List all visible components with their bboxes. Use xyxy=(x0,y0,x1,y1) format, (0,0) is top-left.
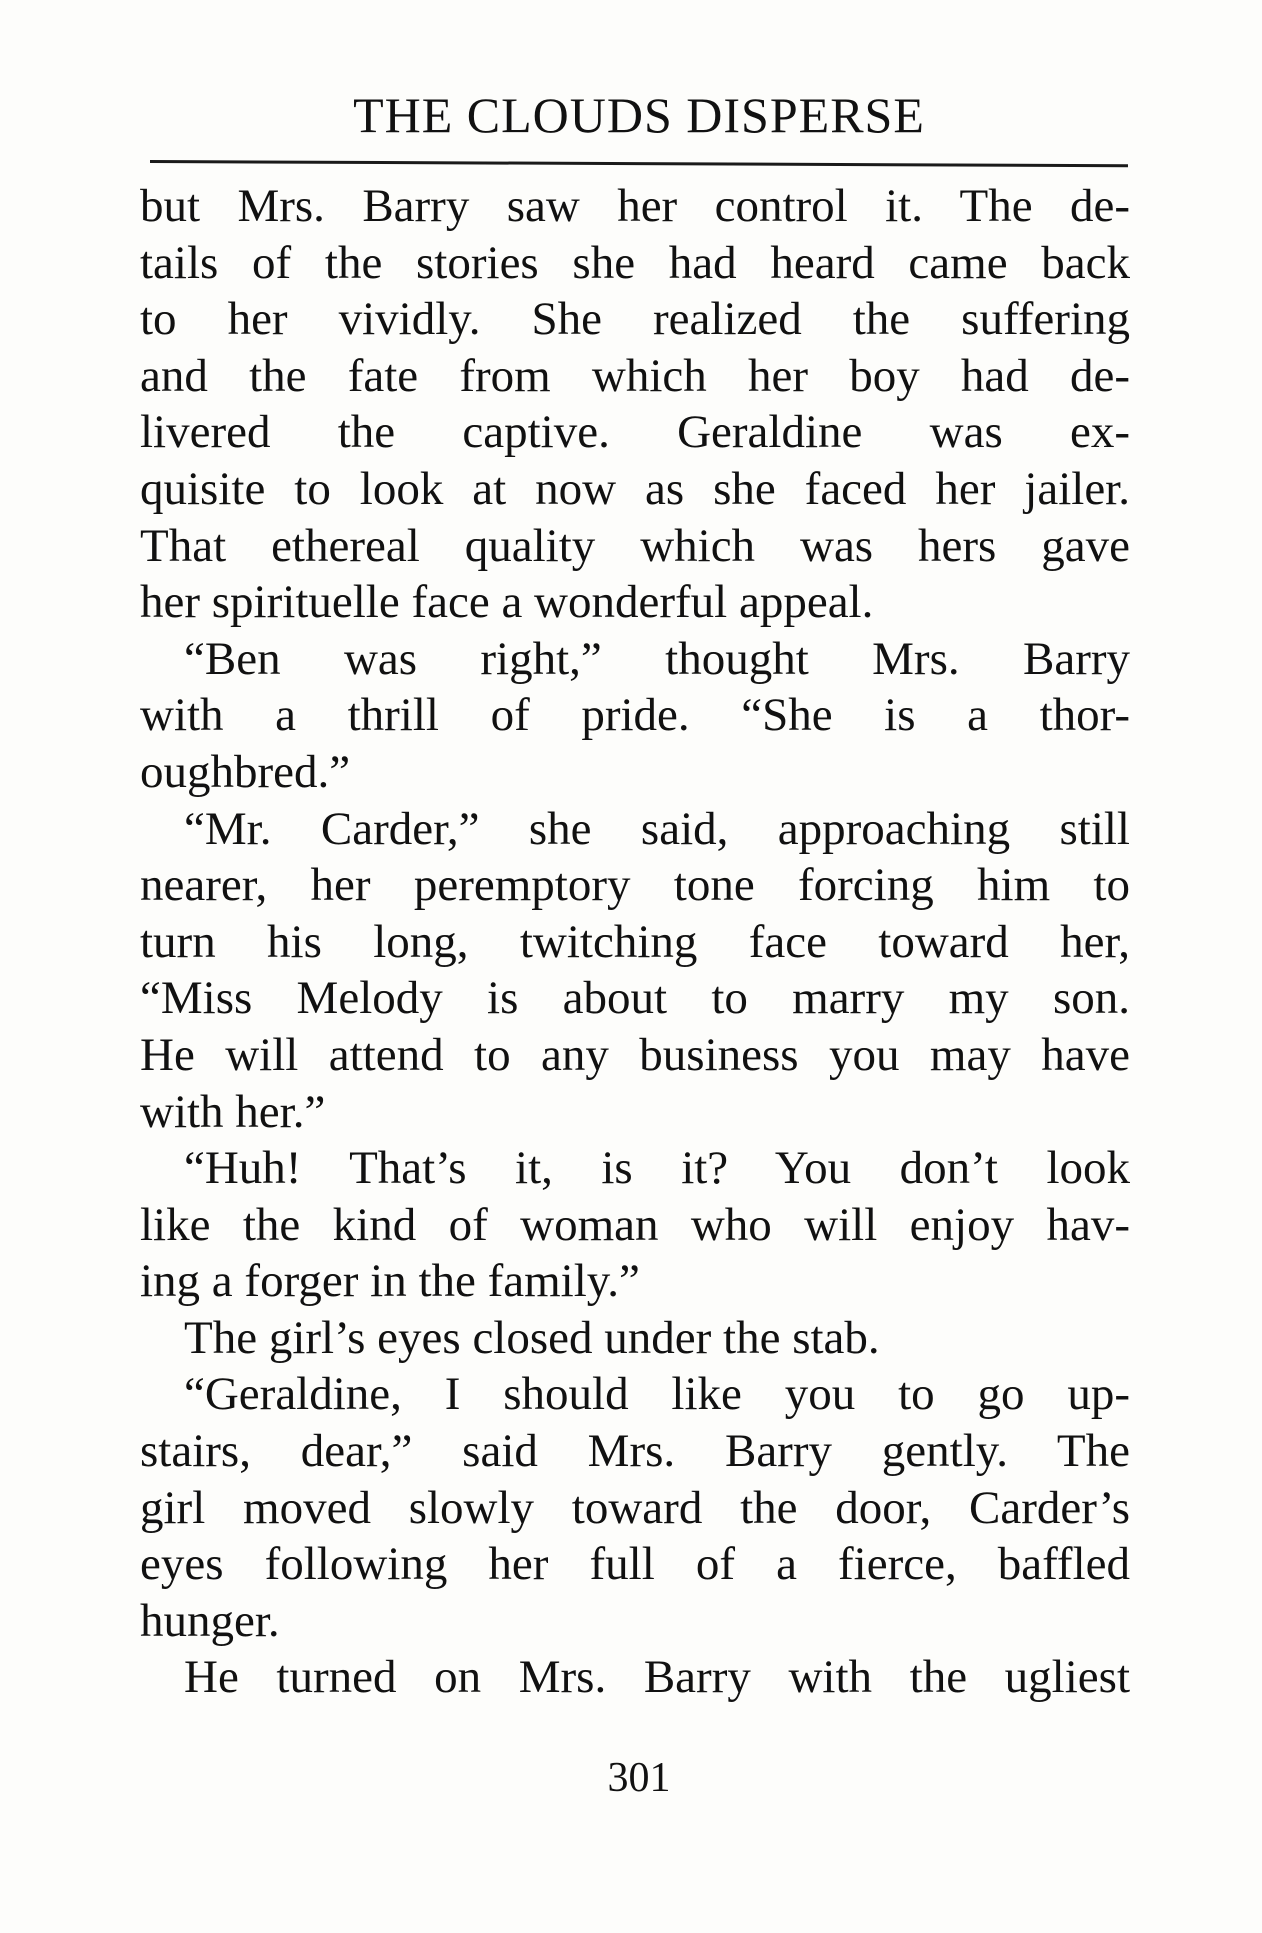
text-line: He will attend to any business you may have xyxy=(140,1028,1130,1081)
text-line: like the kind of woman who will enjoy hav- xyxy=(140,1198,1130,1251)
text-line: tails of the stories she had heard came back xyxy=(140,236,1130,289)
text-line: “Huh! That’s it, is it? You don’t look xyxy=(184,1142,1130,1195)
text-line: with her.” xyxy=(140,1085,326,1138)
text-line: girl moved slowly toward the door, Carder’s xyxy=(140,1481,1130,1534)
text-line: livered the captive. Geraldine was ex- xyxy=(140,406,1130,459)
running-head: THE CLOUDS DISPERSE xyxy=(353,87,925,143)
text-line: “Ben was right,” thought Mrs. Barry xyxy=(184,632,1130,685)
text-line: ing a forger in the family.” xyxy=(140,1255,640,1308)
text-line: to her vividly. She realized the suffering xyxy=(140,293,1130,346)
text-line: “Miss Melody is about to marry my son. xyxy=(140,972,1130,1025)
text-line: The girl’s eyes closed under the stab. xyxy=(184,1311,880,1364)
text-line: He turned on Mrs. Barry with the ugliest xyxy=(184,1651,1130,1704)
text-line: That ethereal quality which was hers gave xyxy=(140,519,1130,572)
text-line: and the fate from which her boy had de- xyxy=(140,349,1130,402)
text-line: hunger. xyxy=(140,1594,280,1647)
text-line: “Mr. Carder,” she said, approaching still xyxy=(184,802,1130,855)
text-line: but Mrs. Barry saw her control it. The de- xyxy=(140,180,1130,232)
text-line: stairs, dear,” said Mrs. Barry gently. The xyxy=(140,1425,1130,1478)
text-line: nearer, her peremptory tone forcing him to xyxy=(140,859,1130,912)
text-line: with a thrill of pride. “She is a thor- xyxy=(140,689,1130,742)
text-line: “Geraldine, I should like you to go up- xyxy=(184,1368,1130,1421)
header-rule xyxy=(150,160,1128,167)
text-line: her spirituelle face a wonderful appeal. xyxy=(140,576,874,629)
text-line: turn his long, twitching face toward her, xyxy=(140,915,1130,968)
page-number: 301 xyxy=(607,1755,671,1801)
text-line: oughbred.” xyxy=(140,745,351,798)
body-text xyxy=(140,178,1130,1706)
text-line: quisite to look at now as she faced her jailer. xyxy=(140,462,1130,515)
text-line: eyes following her full of a fierce, baffled xyxy=(140,1538,1130,1591)
